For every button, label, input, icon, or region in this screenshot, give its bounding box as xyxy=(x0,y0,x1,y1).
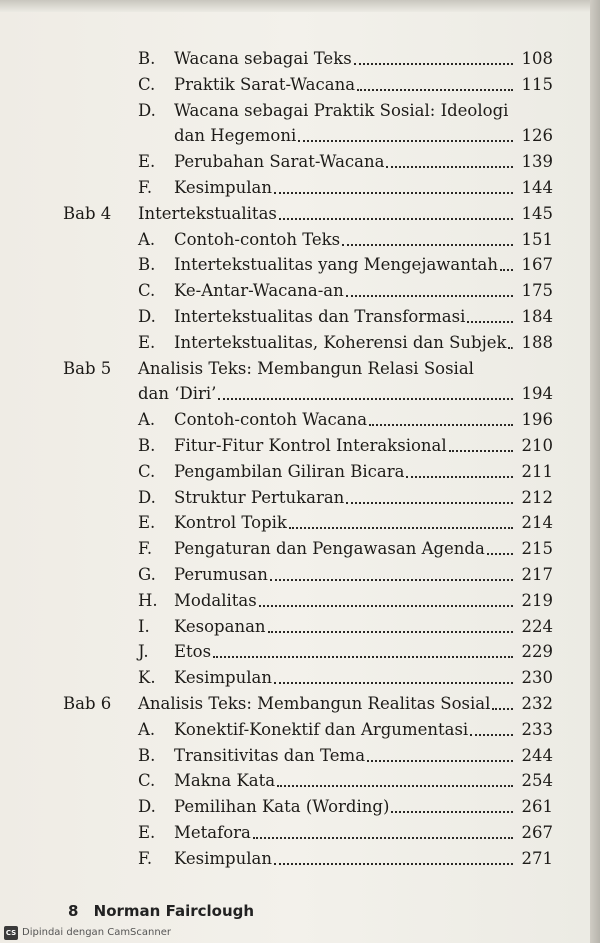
dot-leader xyxy=(298,140,513,142)
dot-leader xyxy=(218,398,513,400)
entry-title: Kesimpulan xyxy=(174,178,272,197)
page-top-shadow xyxy=(0,0,600,12)
entry-title: Transitivitas dan Tema xyxy=(174,746,366,765)
entry-title: Pemilihan Kata (Wording) xyxy=(174,797,390,816)
page-ref: 188 xyxy=(521,333,553,352)
toc-entry[interactable] xyxy=(138,279,553,303)
section-letter: D. xyxy=(138,488,156,507)
page-ref: 167 xyxy=(521,255,553,274)
toc-entry[interactable] xyxy=(138,563,553,587)
page-ref: 175 xyxy=(521,281,553,300)
toc-entry[interactable] xyxy=(138,847,553,871)
page-ref: 254 xyxy=(521,771,553,790)
page-ref: 145 xyxy=(521,204,553,223)
page-ref: 271 xyxy=(521,849,553,868)
toc-entry[interactable] xyxy=(138,382,553,406)
toc-entry[interactable] xyxy=(138,357,553,381)
toc-entry[interactable] xyxy=(138,615,553,639)
author-name: Norman Fairclough xyxy=(93,902,255,920)
toc-entry[interactable] xyxy=(138,331,553,355)
page-ref: 267 xyxy=(521,823,553,842)
dot-leader xyxy=(470,734,513,736)
toc-entry[interactable] xyxy=(138,537,553,561)
dot-leader xyxy=(259,605,513,607)
section-letter: C. xyxy=(138,75,156,94)
entry-title: Wacana sebagai Teks xyxy=(174,49,352,68)
page-ref: 184 xyxy=(521,307,553,326)
page-ref: 232 xyxy=(521,694,553,713)
page-ref: 196 xyxy=(521,410,553,429)
entry-title: Makna Kata xyxy=(174,771,276,790)
page-ref: 126 xyxy=(521,126,553,145)
entry-title: Intertekstualitas xyxy=(138,204,277,223)
section-letter: B. xyxy=(138,436,156,455)
dot-leader xyxy=(289,527,513,529)
entry-title: Fitur-Fitur Kontrol Interaksional xyxy=(174,436,447,455)
entry-title: Analisis Teks: Membangun Relasi Sosial xyxy=(138,359,474,378)
section-letter: F. xyxy=(138,178,153,197)
section-letter: F. xyxy=(138,539,153,558)
section-letter: D. xyxy=(138,797,156,816)
dot-leader xyxy=(279,218,513,220)
page-ref: 244 xyxy=(521,746,553,765)
entry-title: Intertekstualitas yang Mengejawantah xyxy=(174,255,498,274)
toc-entry[interactable] xyxy=(138,795,553,819)
dot-leader xyxy=(268,631,513,633)
page-ref: 261 xyxy=(521,797,553,816)
section-letter: A. xyxy=(138,410,156,429)
chapter-label: Bab 5 xyxy=(63,359,112,378)
section-letter: E. xyxy=(138,823,156,842)
entry-title: Perumusan xyxy=(174,565,268,584)
dot-leader xyxy=(369,424,513,426)
toc-entry[interactable] xyxy=(138,408,553,432)
section-letter: D. xyxy=(138,307,156,326)
dot-leader xyxy=(213,656,513,658)
toc-entry[interactable] xyxy=(138,486,553,510)
dot-leader xyxy=(274,192,513,194)
dot-leader xyxy=(367,760,513,762)
section-letter: G. xyxy=(138,565,156,584)
page-ref: 212 xyxy=(521,488,553,507)
entry-title: Perubahan Sarat-Wacana xyxy=(174,152,385,171)
section-letter: B. xyxy=(138,255,156,274)
entry-title: Metafora xyxy=(174,823,251,842)
entry-title: Modalitas xyxy=(174,591,257,610)
section-letter: D. xyxy=(138,101,156,120)
toc-entry[interactable] xyxy=(138,305,553,329)
dot-leader xyxy=(406,476,513,478)
dot-leader xyxy=(391,811,513,813)
page-ref: 210 xyxy=(521,436,553,455)
section-letter: A. xyxy=(138,720,156,739)
page-ref: 215 xyxy=(521,539,553,558)
page-ref: 139 xyxy=(521,152,553,171)
page-footer xyxy=(68,902,254,920)
page-ref: 219 xyxy=(521,591,553,610)
section-letter: J. xyxy=(138,642,149,661)
section-letter: E. xyxy=(138,513,156,532)
dot-leader xyxy=(386,166,513,168)
page-ref: 233 xyxy=(521,720,553,739)
entry-title: Analisis Teks: Membangun Realitas Sosial xyxy=(138,694,491,713)
camscanner-icon: CS xyxy=(4,926,18,940)
page-edge xyxy=(590,0,600,943)
toc-entry[interactable] xyxy=(138,640,553,664)
entry-title: Praktik Sarat-Wacana xyxy=(174,75,356,94)
dot-leader xyxy=(270,579,513,581)
toc-entry[interactable] xyxy=(138,666,553,690)
entry-title: dan Hegemoni xyxy=(174,126,297,145)
section-letter: B. xyxy=(138,49,156,68)
section-letter: C. xyxy=(138,281,156,300)
section-letter: E. xyxy=(138,152,156,171)
entry-title: Pengaturan dan Pengawasan Agenda xyxy=(174,539,485,558)
section-letter: K. xyxy=(138,668,156,687)
entry-title: Contoh-contoh Teks xyxy=(174,230,341,249)
entry-title: Etos xyxy=(174,642,212,661)
dot-leader xyxy=(354,63,513,65)
dot-leader xyxy=(253,837,513,839)
page-ref: 229 xyxy=(521,642,553,661)
toc-entry[interactable] xyxy=(138,253,553,277)
scanner-watermark xyxy=(0,922,600,943)
dot-leader xyxy=(467,321,513,323)
dot-leader xyxy=(487,553,513,555)
toc-entry[interactable] xyxy=(138,99,553,123)
entry-title: Struktur Pertukaran xyxy=(174,488,345,507)
page-ref: 211 xyxy=(521,462,553,481)
toc-entry[interactable] xyxy=(138,589,553,613)
scanner-text: Dipindai dengan CamScanner xyxy=(22,927,171,938)
dot-leader xyxy=(346,502,513,504)
chapter-label: Bab 4 xyxy=(63,204,112,223)
dot-leader xyxy=(508,347,513,349)
page-ref: 224 xyxy=(521,617,553,636)
toc-entry[interactable] xyxy=(138,434,553,458)
toc-entry[interactable] xyxy=(138,202,553,226)
toc-entry[interactable] xyxy=(138,73,553,97)
entry-title: Wacana sebagai Praktik Sosial: Ideologi xyxy=(174,101,509,120)
entry-title: Intertekstualitas, Koherensi dan Subjek xyxy=(174,333,507,352)
page-ref: 151 xyxy=(521,230,553,249)
entry-title: Contoh-contoh Wacana xyxy=(174,410,368,429)
toc-entry[interactable] xyxy=(138,228,553,252)
page-ref: 214 xyxy=(521,513,553,532)
toc-entry[interactable] xyxy=(138,150,553,174)
page-ref: 230 xyxy=(521,668,553,687)
chapter-label: Bab 6 xyxy=(63,694,112,713)
entry-title: Kesimpulan xyxy=(174,668,272,687)
dot-leader xyxy=(274,863,513,865)
toc-entry[interactable] xyxy=(138,124,553,148)
entry-title: Kesimpulan xyxy=(174,849,272,868)
section-letter: C. xyxy=(138,462,156,481)
entry-title: Kesopanan xyxy=(174,617,266,636)
page-ref: 108 xyxy=(521,49,553,68)
section-letter: E. xyxy=(138,333,156,352)
page-number: 8 xyxy=(68,902,79,920)
page-ref: 115 xyxy=(521,75,553,94)
page-ref: 144 xyxy=(521,178,553,197)
entry-title: Konektif-Konektif dan Argumentasi xyxy=(174,720,469,739)
dot-leader xyxy=(342,244,513,246)
entry-title: Kontrol Topik xyxy=(174,513,287,532)
dot-leader xyxy=(357,89,513,91)
section-letter: H. xyxy=(138,591,158,610)
toc-entry[interactable] xyxy=(138,47,553,71)
toc-entry[interactable] xyxy=(138,176,553,200)
entry-title: Intertekstualitas dan Transformasi xyxy=(174,307,466,326)
entry-title: Ke-Antar-Wacana-an xyxy=(174,281,344,300)
entry-title: Pengambilan Giliran Bicara xyxy=(174,462,405,481)
toc-entry[interactable] xyxy=(138,769,553,793)
dot-leader xyxy=(500,269,513,271)
page-ref: 217 xyxy=(521,565,553,584)
dot-leader xyxy=(492,708,513,710)
entry-title: dan ‘Diri’ xyxy=(138,384,217,403)
dot-leader xyxy=(277,785,513,787)
dot-leader xyxy=(346,295,513,297)
section-letter: I. xyxy=(138,617,150,636)
section-letter: A. xyxy=(138,230,156,249)
toc-entry[interactable] xyxy=(138,460,553,484)
page-ref: 194 xyxy=(521,384,553,403)
dot-leader xyxy=(274,682,513,684)
toc-entry[interactable] xyxy=(138,718,553,742)
dot-leader xyxy=(449,450,513,452)
toc-entry[interactable] xyxy=(138,821,553,845)
toc-entry[interactable] xyxy=(138,692,553,716)
section-letter: F. xyxy=(138,849,153,868)
toc-entry[interactable] xyxy=(138,744,553,768)
section-letter: C. xyxy=(138,771,156,790)
toc-entry[interactable] xyxy=(138,511,553,535)
section-letter: B. xyxy=(138,746,156,765)
